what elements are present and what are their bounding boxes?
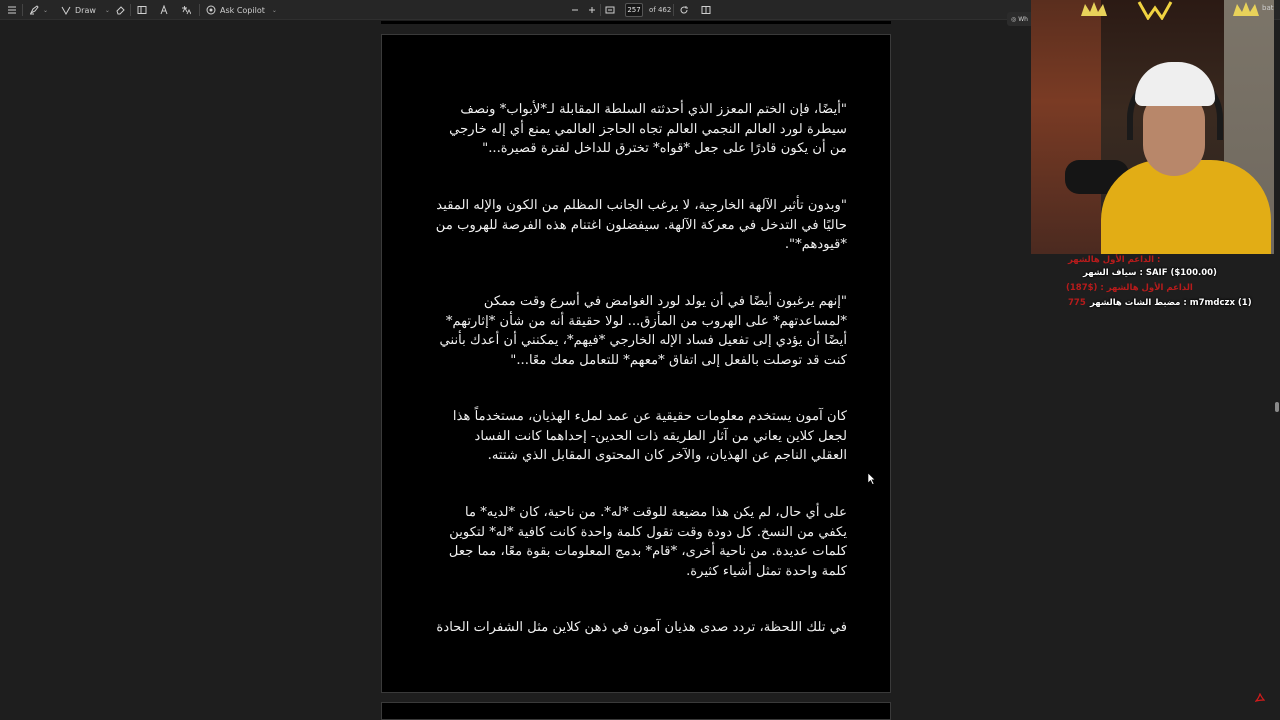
- paragraph: "وبدون تأثير الآلهة الخارجية، لا يرغب الجانب المظلم من الكون والإله المقيد حاليًا في التدخل في معركة الآلهة. سيفضلون اغتنام هذه الفرصة للهروب من *قيودهم*".: [435, 198, 847, 253]
- plus-icon: [586, 4, 598, 16]
- stream-badge-text: Wh: [1018, 15, 1028, 23]
- divider: [22, 4, 23, 16]
- pen-icon: [60, 4, 72, 16]
- minus-icon: [569, 4, 581, 16]
- divider: [199, 4, 200, 16]
- translate-button[interactable]: [180, 3, 192, 17]
- page-total-label: of 462: [649, 6, 672, 14]
- chat-moderator-line: مضبط الشات هالشهر : m7mdczx (1): [1090, 298, 1252, 308]
- scrollbar-thumb[interactable]: [1275, 402, 1279, 412]
- overlay-line-red: الداعم الأول هالشهر :: [1068, 255, 1161, 265]
- translate-icon: [180, 4, 192, 16]
- eraser-button[interactable]: [114, 3, 126, 17]
- yellow-hoodie: [1101, 160, 1271, 254]
- contents-button[interactable]: [6, 3, 18, 17]
- top-donor-line: سياف الشهر : SAIF ($100.00): [1083, 268, 1217, 278]
- paragraph: "أيضًا، فإن الختم المعزز الذي أحدثته السلطة المقابلة لـ*لأبواب* ونصف سيطرة لورد العالم النجمي العالم تجاه الحاجز العالمي يمنع أي إله خارجي من أن يكون قادرًا على جعل *قواه* تخترق للداخل لفترة قصيرة...": [449, 102, 847, 157]
- pdf-icon: [1255, 693, 1265, 703]
- copilot-icon: [205, 4, 217, 16]
- rotate-icon: [678, 4, 690, 16]
- overlay-line-red: الداعم الأول هالشهر : ($187): [1066, 283, 1193, 293]
- divider: [600, 4, 601, 16]
- divider: [130, 4, 131, 16]
- ask-copilot-button[interactable]: [205, 3, 277, 17]
- next-page-edge: [381, 702, 891, 720]
- background-left: [1031, 0, 1101, 254]
- rotate-button[interactable]: [678, 3, 690, 17]
- logo-icon: [1137, 0, 1173, 20]
- crown-icon: [1079, 0, 1109, 20]
- zoom-in-button[interactable]: [586, 3, 598, 17]
- read-aloud-button[interactable]: [158, 3, 170, 17]
- draw-label: Draw: [75, 5, 96, 15]
- corner-label: bat: [1262, 4, 1274, 12]
- chevron-down-icon[interactable]: ⌄: [271, 6, 277, 14]
- fit-width-icon: [604, 4, 616, 16]
- text-box-button[interactable]: [136, 3, 148, 17]
- pdf-page: [381, 34, 891, 693]
- chevron-down-icon[interactable]: ⌄: [43, 6, 49, 14]
- fit-page-button[interactable]: [604, 3, 616, 17]
- webcam-feed: [1031, 0, 1274, 254]
- eraser-icon: [114, 4, 126, 16]
- page-view-icon: [700, 4, 712, 16]
- page-view-button[interactable]: [700, 3, 712, 17]
- chevron-down-icon[interactable]: ⌄: [104, 6, 110, 14]
- paragraph: كان آمون يستخدم معلومات حقيقية عن عمد لملء الهذيان، مستخدماً هذا لجعل كلاين يعاني من آثار الطريقه ذات الحدين- إحداهما كانت الفساد العقلي الناجم عن الهذيان، والآخر كان المحتوى المقابل الذي شتته.: [452, 409, 847, 464]
- draw-button[interactable]: [60, 3, 110, 17]
- zoom-out-button[interactable]: [569, 3, 581, 17]
- copilot-label: Ask Copilot: [220, 5, 265, 15]
- crown-icon: [1231, 0, 1261, 20]
- textbox-icon: [136, 4, 148, 16]
- read-aloud-icon: [158, 4, 170, 16]
- paragraph: "إنهم يرغبون أيضًا في أن يولد لورد الغوامض في أسرع وقت ممكن *لمساعدتهم* على الهروب من المأزق... لولا حقيقة أنه من شأن *إثارتهم* أيضًا أن يؤدي إلى تفعيل فساد الإله الخارجي *فيهم*، يمكنني أن أعدك بأنني كنت قد توصلت بالفعل إلى اتفاق *معهم* للتعامل معك معًا...": [439, 294, 847, 368]
- paragraph: على أي حال، لم يكن هذا مضيعة للوقت *له*. من ناحية، كان *لديه* ما يكفي من النسخ. كل دودة وقت تقول كلمة واحدة كانت كافية *له* لتكوين كلمات عديدة. من ناحية أخرى، *قام* بدمج المعلومات بقوة معًا، مما جعل كلمة واحدة تمثل أشياء كثيرة.: [448, 505, 847, 579]
- white-cap: [1135, 62, 1215, 106]
- previous-page-edge: [381, 21, 891, 24]
- highlighter-icon: [28, 4, 40, 16]
- copilot-icon: ◎: [1011, 15, 1017, 23]
- highlight-button[interactable]: [28, 3, 48, 17]
- page-number-input[interactable]: [625, 3, 643, 17]
- mouse-cursor-icon: [868, 473, 876, 485]
- list-icon: [6, 4, 18, 16]
- overlay-line-red: 775: [1068, 298, 1086, 308]
- divider: [673, 4, 674, 16]
- paragraph: في تلك اللحظة، تردد صدى هذيان آمون في ذهن كلاين مثل الشفرات الحادة: [436, 620, 847, 635]
